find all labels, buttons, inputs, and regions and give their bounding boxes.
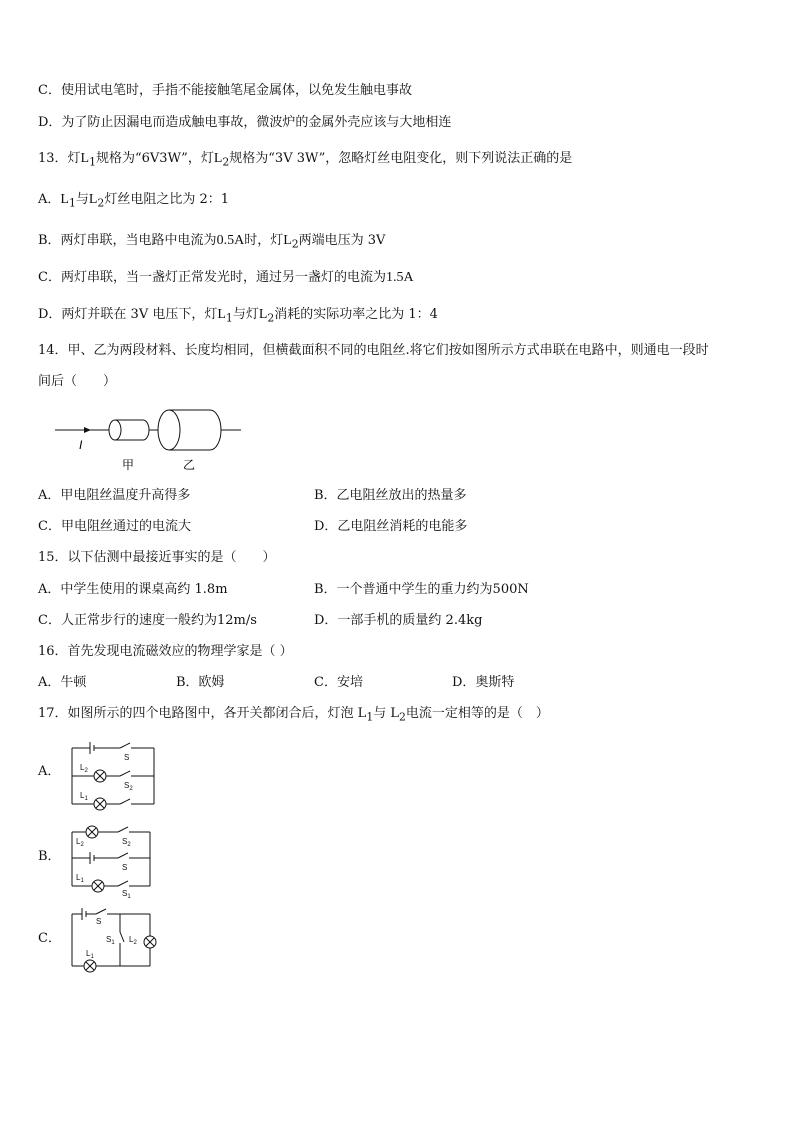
q14-resistor-figure bbox=[55, 404, 255, 474]
q16-option-b: B．欧姆 bbox=[176, 675, 225, 690]
q14-option-d: D．乙电阻丝消耗的电能多 bbox=[314, 519, 468, 534]
svg-text:S2: $S_2$ bbox=[124, 781, 133, 792]
q17-option-b: B． bbox=[38, 849, 61, 864]
svg-text:L1: $L_1$ bbox=[86, 949, 94, 960]
q12-option-d: D．为了防止因漏电而造成触电事故，微波炉的金属外壳应该与大地相连 bbox=[38, 115, 452, 130]
q14-option-c: C．甲电阻丝通过的电流大 bbox=[38, 519, 191, 534]
switch-s bbox=[118, 853, 128, 858]
q14-option-b: B．乙电阻丝放出的热量多 bbox=[314, 488, 467, 503]
svg-text:S2: $S_2$ bbox=[122, 837, 131, 848]
resistor-yi-end bbox=[158, 410, 180, 450]
svg-text:L2: $L_2$ bbox=[80, 763, 88, 774]
q14-option-a: A．甲电阻丝温度升高得多 bbox=[38, 488, 191, 503]
svg-text:L1: $L_1$ bbox=[76, 873, 84, 884]
q13-option-d: D．两灯并联在 3V 电压下，灯$L_1$与灯$L_2$消耗的实际功率之比为 1：4 bbox=[38, 307, 438, 325]
q15-option-a: A．中学生使用的课桌高约 1.8m bbox=[38, 582, 228, 597]
current-arrow-icon bbox=[84, 427, 91, 433]
switch-s1 bbox=[120, 799, 130, 804]
svg-text:S1: $S_1$ bbox=[122, 889, 131, 898]
q13-option-b: B．两灯串联，当电路中电流为0.5A时，灯$L_2$两端电压为 3V bbox=[38, 233, 386, 251]
switch-s bbox=[120, 743, 130, 748]
svg-text:S1: $S_1$ bbox=[106, 935, 115, 946]
svg-text:L2: $L_2$ bbox=[76, 837, 84, 848]
q15-stem: 15．以下估测中最接近事实的是（ ） bbox=[38, 550, 276, 565]
svg-text:L1: $L_1$ bbox=[80, 791, 88, 802]
q13-option-a: A．$L_1$与$L_2$灯丝电阻之比为 2：1 bbox=[38, 192, 229, 210]
q15-option-b: B．一个普通中学生的重力约为500N bbox=[314, 582, 529, 597]
q14-stem-line2: 间后（ ） bbox=[38, 374, 117, 389]
circuit-a bbox=[68, 738, 160, 814]
resistor-jia-end bbox=[109, 420, 121, 440]
q15-option-d: D．一部手机的质量约 2.4kg bbox=[314, 613, 483, 628]
q15-option-c: C．人正常步行的速度一般约为12m/s bbox=[38, 613, 257, 628]
q13-option-c: C．两灯串联，当一盏灯正常发光时，通过另一盏灯的电流为1.5A bbox=[38, 270, 414, 285]
q12-option-c: C．使用试电笔时，手指不能接触笔尾金属体，以免发生触电事故 bbox=[38, 83, 412, 98]
svg-text:S: S bbox=[96, 917, 102, 926]
q17-stem: 17．如图所示的四个电路图中，各开关都闭合后，灯泡 $L_1$与 $L_2$电流一定相等的是（ ） bbox=[38, 706, 549, 724]
q16-option-c: C．安培 bbox=[314, 675, 363, 690]
q17-option-c: C． bbox=[38, 931, 61, 946]
svg-text:L2: $L_2$ bbox=[129, 935, 137, 946]
q16-stem: 16．首先发现电流磁效应的物理学家是（ ） bbox=[38, 644, 293, 659]
q16-option-a: A．牛顿 bbox=[38, 675, 87, 690]
circuit-b bbox=[68, 822, 160, 898]
switch-s bbox=[96, 909, 106, 914]
current-label: I bbox=[79, 438, 83, 452]
switch-s2 bbox=[120, 771, 130, 776]
svg-text:S: S bbox=[122, 863, 128, 872]
q13-stem: 13．灯$L_1$规格为“6V3W”，灯$L_2$规格为“3V 3W”，忽略灯丝电阻变化，则下列说法正确的是 bbox=[38, 151, 573, 169]
svg-text:S: S bbox=[124, 753, 130, 762]
label-yi: 乙 bbox=[183, 458, 196, 472]
q16-option-d: D．奥斯特 bbox=[452, 675, 515, 690]
switch-s1 bbox=[118, 881, 128, 886]
switch-s1 bbox=[120, 932, 124, 942]
circuit-c bbox=[66, 906, 162, 978]
label-jia: 甲 bbox=[122, 458, 135, 472]
q17-option-a: A． bbox=[38, 764, 61, 779]
switch-s2 bbox=[118, 827, 128, 832]
q14-stem-line1: 14．甲、乙为两段材料、长度均相同，但横截面积不同的电阻丝.将它们按如图所示方式串联在电路中，则通电一段时 bbox=[38, 343, 709, 358]
